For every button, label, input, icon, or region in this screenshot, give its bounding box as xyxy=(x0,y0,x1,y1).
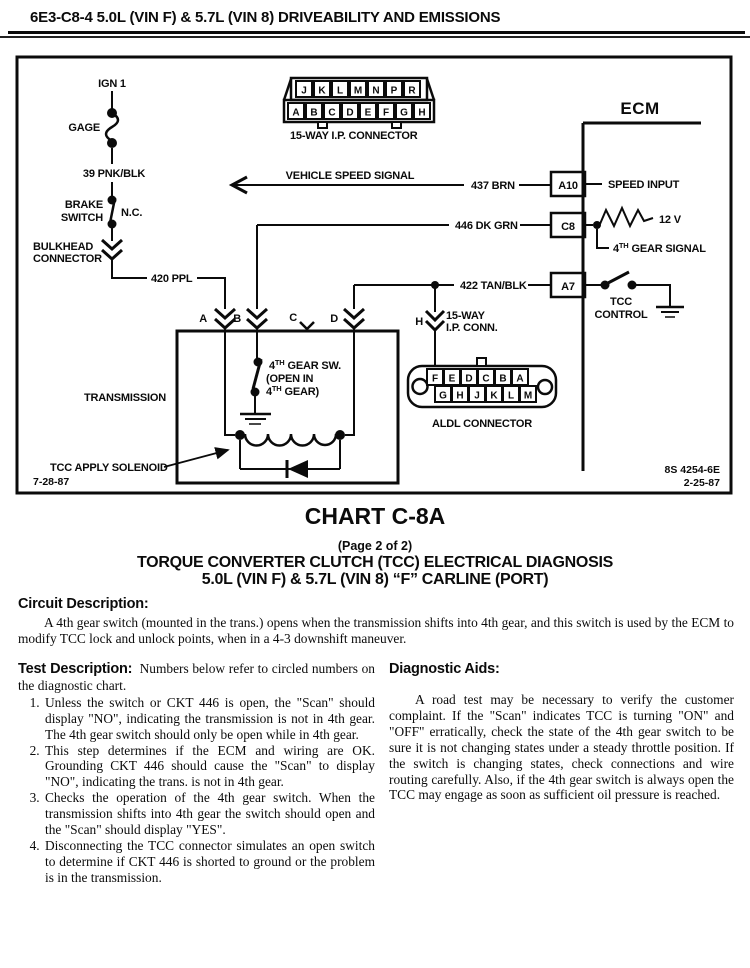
ip-pin: F xyxy=(382,107,390,119)
aldl-hole-left xyxy=(413,379,428,394)
chart-subtitle-2: 5.0L (VIN F) & 5.7L (VIN 8) “F” CARLINE (PORT) xyxy=(201,571,549,588)
terminal-c-chevron xyxy=(300,322,314,329)
aldl-pin: D xyxy=(465,373,473,385)
ip-pin: P xyxy=(390,85,398,97)
ip-pin: G xyxy=(400,107,408,119)
transmission-label: TRANSMISSION xyxy=(84,392,166,404)
4th-gear-switch-icon xyxy=(251,358,263,397)
ip-pin: J xyxy=(301,85,307,97)
4th-gear-sw-label-1: 4TH GEAR SW. xyxy=(269,358,341,372)
diagnostic-aids-heading: Diagnostic Aids: xyxy=(389,661,500,677)
date-left: 7-28-87 xyxy=(33,476,70,488)
aldl-pin: M xyxy=(523,390,533,402)
test-step: 4. Disconnecting the TCC connector simulates an open switch to determine if CKT 446 is shorted to ground or the problem is in the transmission. xyxy=(43,838,375,886)
ip-pin: R xyxy=(408,85,416,97)
pin-c8-label: C8 xyxy=(561,221,575,233)
ckt422-label: 422 TAN/BLK xyxy=(460,280,527,292)
aldl-pin: B xyxy=(499,373,507,385)
ecm-block xyxy=(551,99,720,489)
ip-pin: M xyxy=(353,85,363,97)
date-right: 2-25-87 xyxy=(683,477,720,489)
ip-pin: C xyxy=(328,107,336,119)
aldl-pin: C xyxy=(482,373,490,385)
circuit-description-heading: Circuit Description: xyxy=(18,596,149,612)
aldl-pin: K xyxy=(490,390,498,402)
ip-pin: D xyxy=(346,107,354,119)
pin-a7-label: A7 xyxy=(561,281,575,293)
12v-label: 12 V xyxy=(659,214,681,226)
test-description-section xyxy=(18,661,375,886)
tcc-control-switch-icon xyxy=(601,272,637,290)
terminal-b-label: B xyxy=(233,313,241,325)
resistor-icon xyxy=(600,208,653,226)
ip-pin: H xyxy=(418,107,426,119)
terminal-h-label: H xyxy=(415,316,423,328)
chart-subtitle-1: TORQUE CONVERTER CLUTCH (TCC) ELECTRICAL DIAGNOSIS xyxy=(137,554,613,571)
chart-title: CHART C-8A xyxy=(304,503,446,529)
aldl-pin: A xyxy=(516,373,524,385)
ckt420-label: 420 PPL xyxy=(151,273,193,285)
chart-page-indicator: (Page 2 of 2) xyxy=(337,539,413,553)
tcc-solenoid-callout xyxy=(50,450,228,474)
brake-label-2: SWITCH xyxy=(60,212,103,224)
aldl-label: ALDL CONNECTOR xyxy=(431,418,533,430)
ckt422-wire xyxy=(354,280,551,366)
tcc-control-label-1: TCC xyxy=(609,296,633,308)
transmission-block xyxy=(84,331,398,483)
nc-label: N.C. xyxy=(121,207,143,219)
callout-arrow-icon xyxy=(164,450,228,467)
aldl-tab xyxy=(477,358,486,366)
ip-pin: A xyxy=(292,107,300,119)
pin-a10-label: A10 xyxy=(558,180,578,192)
ckt446-label: 446 DK GRN xyxy=(455,220,518,232)
ip-pin: L xyxy=(336,85,344,97)
ip-connector-label: 15-WAY I.P. CONNECTOR xyxy=(290,130,418,142)
vss-wire xyxy=(232,170,551,193)
ground-icon xyxy=(656,307,684,317)
brake-switch-icon xyxy=(108,196,117,229)
test-description-heading: Test Description: xyxy=(18,661,133,677)
4th-gear-signal-label: 4TH GEAR SIGNAL xyxy=(613,241,706,255)
aldl-pin: E xyxy=(448,373,456,385)
diode-icon xyxy=(287,460,308,478)
ignition-feed-branch xyxy=(33,78,225,309)
ip-pin: B xyxy=(310,107,318,119)
terminal-a-label: A xyxy=(199,313,207,325)
ip-pin: N xyxy=(372,85,380,97)
fuse-bottom-dot xyxy=(107,138,117,148)
ip-pin: E xyxy=(364,107,372,119)
terminal-d-label: D xyxy=(330,313,338,325)
ign1-label: IGN 1 xyxy=(98,78,126,90)
terminal-c-label: C xyxy=(289,312,297,324)
vss-label: VEHICLE SPEED SIGNAL xyxy=(285,170,415,182)
tcc-solenoid-label: TCC APPLY SOLENOID xyxy=(50,462,168,474)
tcc-control-label-2: CONTROL xyxy=(594,309,648,321)
diagnostic-aids-section xyxy=(389,661,734,803)
page-header-title: 6E3-C8-4 5.0L (VIN F) & 5.7L (VIN 8) DRIVEABILITY AND EMISSIONS xyxy=(30,9,501,26)
brake-label-1: BRAKE xyxy=(64,199,103,211)
test-step: 3. Checks the operation of the 4th gear switch. When the transmission shifts into 4th gear the switch should open and the "Scan" should display "YES". xyxy=(43,790,375,838)
aldl-pin: H xyxy=(456,390,464,402)
ecm-label: ECM xyxy=(620,99,660,118)
speed-input-label: SPEED INPUT xyxy=(608,179,680,191)
ckt446-wire xyxy=(257,220,551,309)
4th-gear-sw-label-2: (OPEN IN xyxy=(266,373,314,385)
ip-conn-chevron-icon xyxy=(426,311,444,330)
aldl-connector-pictogram xyxy=(408,358,556,430)
test-step: 1. Unless the switch or CKT 446 is open, the "Scan" should display "NO", indicating the transmission is not in 4th gear. The 4th gear switch should only be open while in 4th gear. xyxy=(43,695,375,743)
ip-pin: K xyxy=(318,85,326,97)
aldl-pin: F xyxy=(431,373,439,385)
gage-label: GAGE xyxy=(68,122,100,134)
bulkhead-label-1: BULKHEAD xyxy=(33,241,94,253)
4th-gear-sw-label-3: 4TH GEAR) xyxy=(266,384,319,398)
test-step: 2. This step determines if the ECM and wiring are OK. Grounding CKT 446 should cause the "Scan" to display "NO", indicating the trans. is not in 4th gear. xyxy=(43,743,375,791)
ckt39-label: 39 PNK/BLK xyxy=(82,168,146,180)
test-description-intro: Test Description: Numbers below refer to circled numbers on the diagnostic chart. xyxy=(18,661,375,693)
doc-number: 8S 4254-6E xyxy=(664,464,720,476)
ckt437-label: 437 BRN xyxy=(471,180,515,192)
ip-conn-label-2: I.P. CONN. xyxy=(446,322,498,334)
aldl-hole-right xyxy=(538,380,552,394)
diagnostic-aids-text: A road test may be necessary to verify the customer complaint. If the "Scan" indicates TCC is turning "ON" and "OFF" erratically, check the state of the 4th gear switch to be sure it is not changing states under a steady throttle position. If the switch is changing states, check connections and wire routing carefully. Also, if the 4th gear switch is always open the TCC may engage as soon as sufficient oil pressure is reached. xyxy=(389,692,734,803)
aldl-pin: L xyxy=(507,390,515,402)
tcc-solenoid-coil-icon xyxy=(235,430,345,446)
transmission-terminals xyxy=(199,309,364,333)
bulkhead-connector-icon xyxy=(102,240,122,259)
ip-conn-label-1: 15-WAY xyxy=(446,310,485,322)
aldl-pin: G xyxy=(439,390,447,402)
circuit-description-section xyxy=(18,596,734,647)
ip-connector-pictogram xyxy=(284,78,434,142)
bulkhead-label-2: CONNECTOR xyxy=(33,253,102,265)
ground-icon xyxy=(240,414,271,424)
aldl-pin: J xyxy=(474,390,480,402)
circuit-description-text: A 4th gear switch (mounted in the trans.) opens when the transmission shifts into 4th gear, and this switch is used by the ECM to modify TCC lock and unlock points, when in a 4-3 downshift maneuver. xyxy=(18,615,734,646)
test-steps-list xyxy=(18,695,375,886)
